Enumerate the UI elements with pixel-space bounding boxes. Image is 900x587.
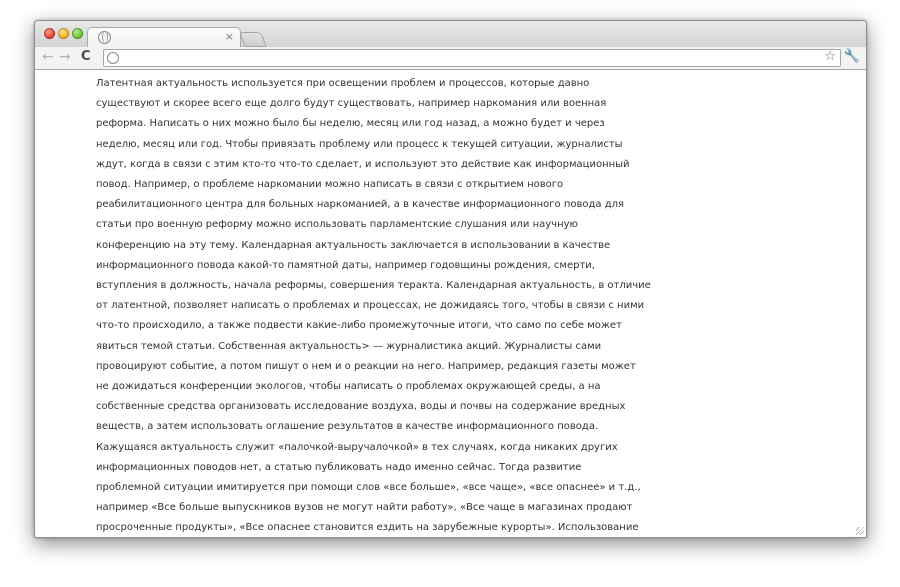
text-line: реформа. Написать о них можно было бы неделю, месяц или год назад, а можно будет и через	[96, 118, 605, 130]
text-line: конференцию на эту тему. Календарная актуальность заключается в использовании в качестве	[96, 239, 611, 251]
text-line: информационного повода какой-то памятной даты, например годовщины рождения, смерти,	[96, 259, 595, 271]
text-line: Латентная актуальность используется при освещении проблем и процессов, которые давно	[96, 78, 590, 89]
article-text	[96, 74, 656, 537]
page-content	[35, 70, 866, 537]
text-line: не дожидаться конференции экологов, чтобы написать о проблемах окружающей среды, а на	[96, 381, 601, 393]
text-line: веществ, а затем использовать оглашение результатов в качестве информационного повода.	[96, 421, 599, 433]
text-line: статьи про военную реформу можно использовать парламентские слушания или научную	[96, 219, 578, 231]
text-line: собственные средства организовать исследование воздуха, воды и почвы на содержание вредных	[96, 401, 626, 413]
text-line: провоцируют событие, а потом пишут о нем и о реакции на него. Например, редакция газеты может	[96, 360, 636, 372]
window-minimize-button[interactable]	[58, 28, 69, 39]
text-line: существуют и скорее всего еще долго будут существовать, например наркомания или военная	[96, 98, 607, 110]
window-close-button[interactable]	[44, 28, 55, 39]
text-line: Кажущаяся актуальность служит «палочкой-выручалочкой» в тех случаях, когда никаких других	[96, 441, 618, 453]
address-bar[interactable]	[103, 49, 841, 67]
browser-window	[34, 20, 867, 538]
window-maximize-button[interactable]	[72, 28, 83, 39]
navigation-toolbar	[35, 47, 866, 70]
globe-icon	[98, 31, 111, 44]
new-tab-button[interactable]	[239, 32, 266, 47]
forward-arrow-icon[interactable]: →	[59, 49, 71, 65]
resize-grip[interactable]	[856, 527, 864, 535]
text-line: что-то происходило, а также подвести какие-либо промежуточные итоги, что само по себе может	[96, 320, 622, 332]
text-line: проблемной ситуации имитируется при помощи слов «все больше», «все чаще», «все опаснее» и т.д.,	[96, 482, 641, 494]
globe-icon	[107, 52, 119, 64]
text-line: просроченные продукты», «Все опаснее становится ездить на зарубежные курорты». Использование	[96, 522, 639, 534]
title-bar	[35, 21, 866, 47]
back-arrow-icon[interactable]: ←	[42, 49, 54, 65]
reload-icon[interactable]: C	[81, 49, 91, 64]
wrench-icon[interactable]: 🔧	[843, 49, 860, 64]
browser-tab[interactable]	[87, 27, 241, 48]
text-line: повод. Например, о проблеме наркомании можно написать в связи с открытием нового	[96, 179, 564, 191]
text-line: вступления в должность, начала реформы, совершения теракта. Календарная актуальность, в отличие	[96, 280, 651, 292]
text-line: ждут, когда в связи с этим кто-то что-то сделает, и используют это действие как информационный	[96, 158, 630, 170]
text-line: например «Все больше выпускников вузов не могут найти работу», «Все чаще в магазинах продают	[96, 502, 633, 514]
text-line: от латентной, позволяет написать о проблемах и процессах, не дожидаясь того, чтобы в связи с ними	[96, 300, 645, 312]
text-line: реабилитационного центра для больных наркоманией, а в качестве информационного повода для	[96, 199, 625, 211]
bookmark-star-icon[interactable]: ☆	[824, 49, 836, 64]
text-line: явиться темой статьи. Собственная актуальность> — журналистика акций. Журналисты сами	[96, 340, 602, 352]
text-line: неделю, месяц или год. Чтобы привязать проблему или процесс к текущей ситуации, журналисты	[96, 138, 623, 150]
close-tab-icon[interactable]: ×	[224, 30, 234, 43]
text-line: информационных поводов нет, а статью публиковать надо именно сейчас. Тогда развитие	[96, 461, 582, 473]
